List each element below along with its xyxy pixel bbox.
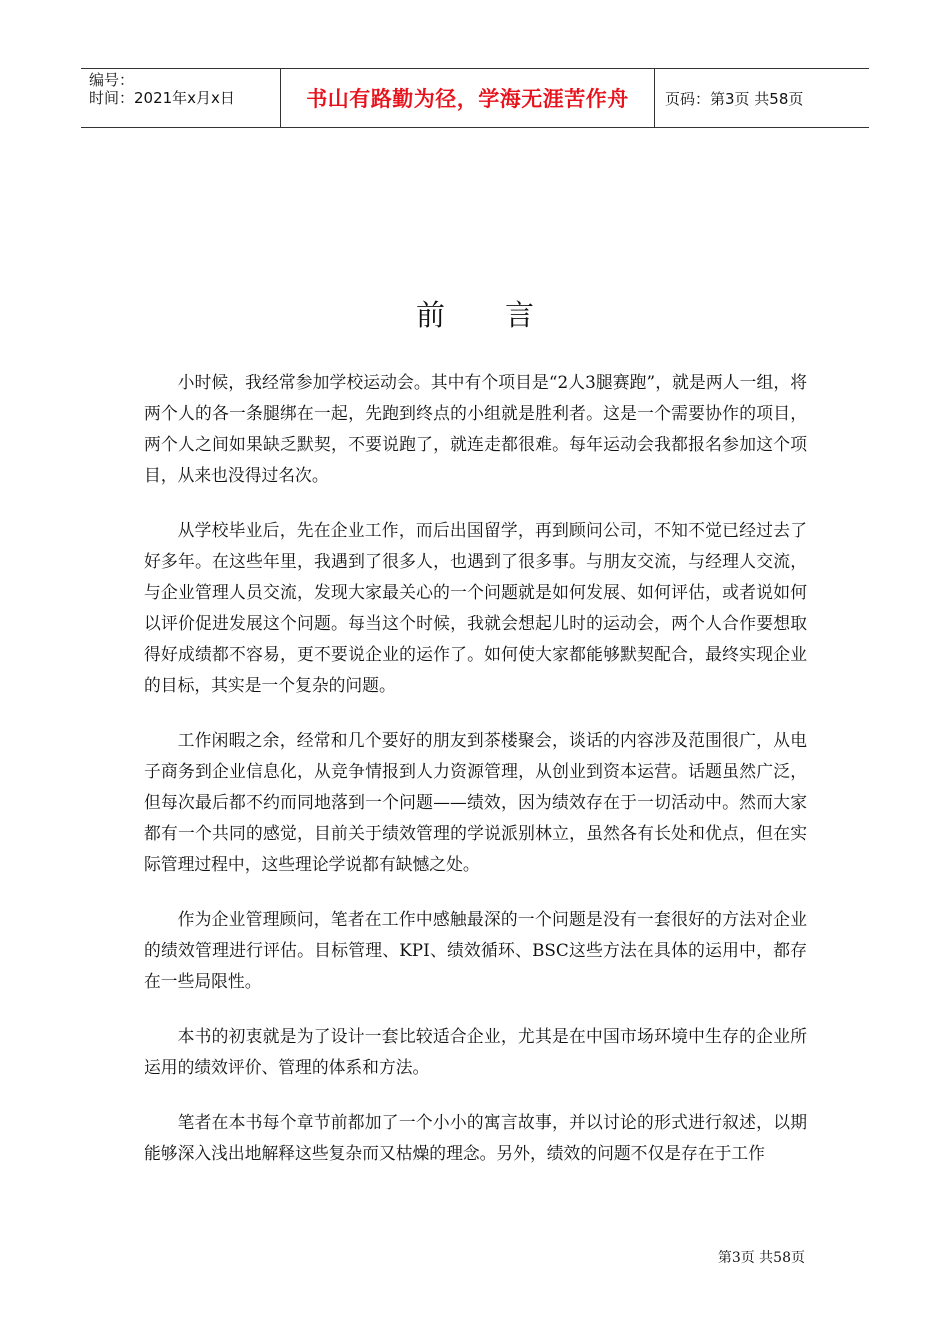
paragraph: 工作闲暇之余，经常和几个要好的朋友到茶楼聚会，谈话的内容涉及范围很广，从电子商务到企业信息化，从竞争情报到人力资源管理，从创业到资本运营。话题虽然广泛，但每次最后都不约而同地落到一个问题——绩效，因为绩效存在于一切活动中。然而大家都有一个共同的感觉，目前关于绩效管理的学说派别林立，虽然各有长处和优点，但在实际管理过程中，这些理论学说都有缺憾之处。: [144, 730, 807, 874]
header-motto: 书山有路勤为径，学海无涯苦作舟: [281, 69, 655, 127]
body-text: [144, 367, 807, 1193]
paragraph: 作为企业管理顾问，笔者在工作中感触最深的一个问题是没有一套很好的方法对企业的绩效管理进行评估。目标管理、KPI、绩效循环、BSC这些方法在具体的运用中，都存在一些局限性。: [144, 909, 807, 991]
header-meta: [81, 69, 281, 127]
number-label: 编号：: [89, 71, 135, 89]
paragraph: 笔者在本书每个章节前都加了一个小小的寓言故事，并以讨论的形式进行叙述，以期能够深入浅出地解释这些复杂而又枯燥的理念。另外，绩效的问题不仅是存在于工作: [144, 1112, 807, 1163]
header-page-label: 页码：第3页 共58页: [665, 89, 804, 108]
time-label: 时间：2021年x月x日: [89, 89, 235, 107]
paragraph: 本书的初衷就是为了设计一套比较适合企业，尤其是在中国市场环境中生存的企业所运用的绩效评价、管理的体系和方法。: [144, 1026, 807, 1077]
paragraph: 从学校毕业后，先在企业工作，而后出国留学，再到顾问公司，不知不觉已经过去了好多年。在这些年里，我遇到了很多人，也遇到了很多事。与朋友交流，与经理人交流，与企业管理人员交流，发现大家最关心的一个问题就是如何发展、如何评估，或者说如何以评价促进发展这个问题。每当这个时候，我就会想起儿时的运动会，两个人合作要想取得好成绩都不容易，更不要说企业的运作了。如何使大家都能够默契配合，最终实现企业的目标，其实是一个复杂的问题。: [144, 520, 807, 695]
page-footer: 第3页 共58页: [717, 1250, 805, 1266]
page-title: 前言: [415, 298, 594, 332]
page-header: [81, 68, 869, 128]
paragraph: 小时候，我经常参加学校运动会。其中有个项目是“2人3腿赛跑”，就是两人一组，将两个人的各一条腿绑在一起，先跑到终点的小组就是胜利者。这是一个需要协作的项目，两个人之间如果缺乏默契，不要说跑了，就连走都很难。每年运动会我都报名参加这个项目，从来也没得过名次。: [144, 372, 807, 485]
